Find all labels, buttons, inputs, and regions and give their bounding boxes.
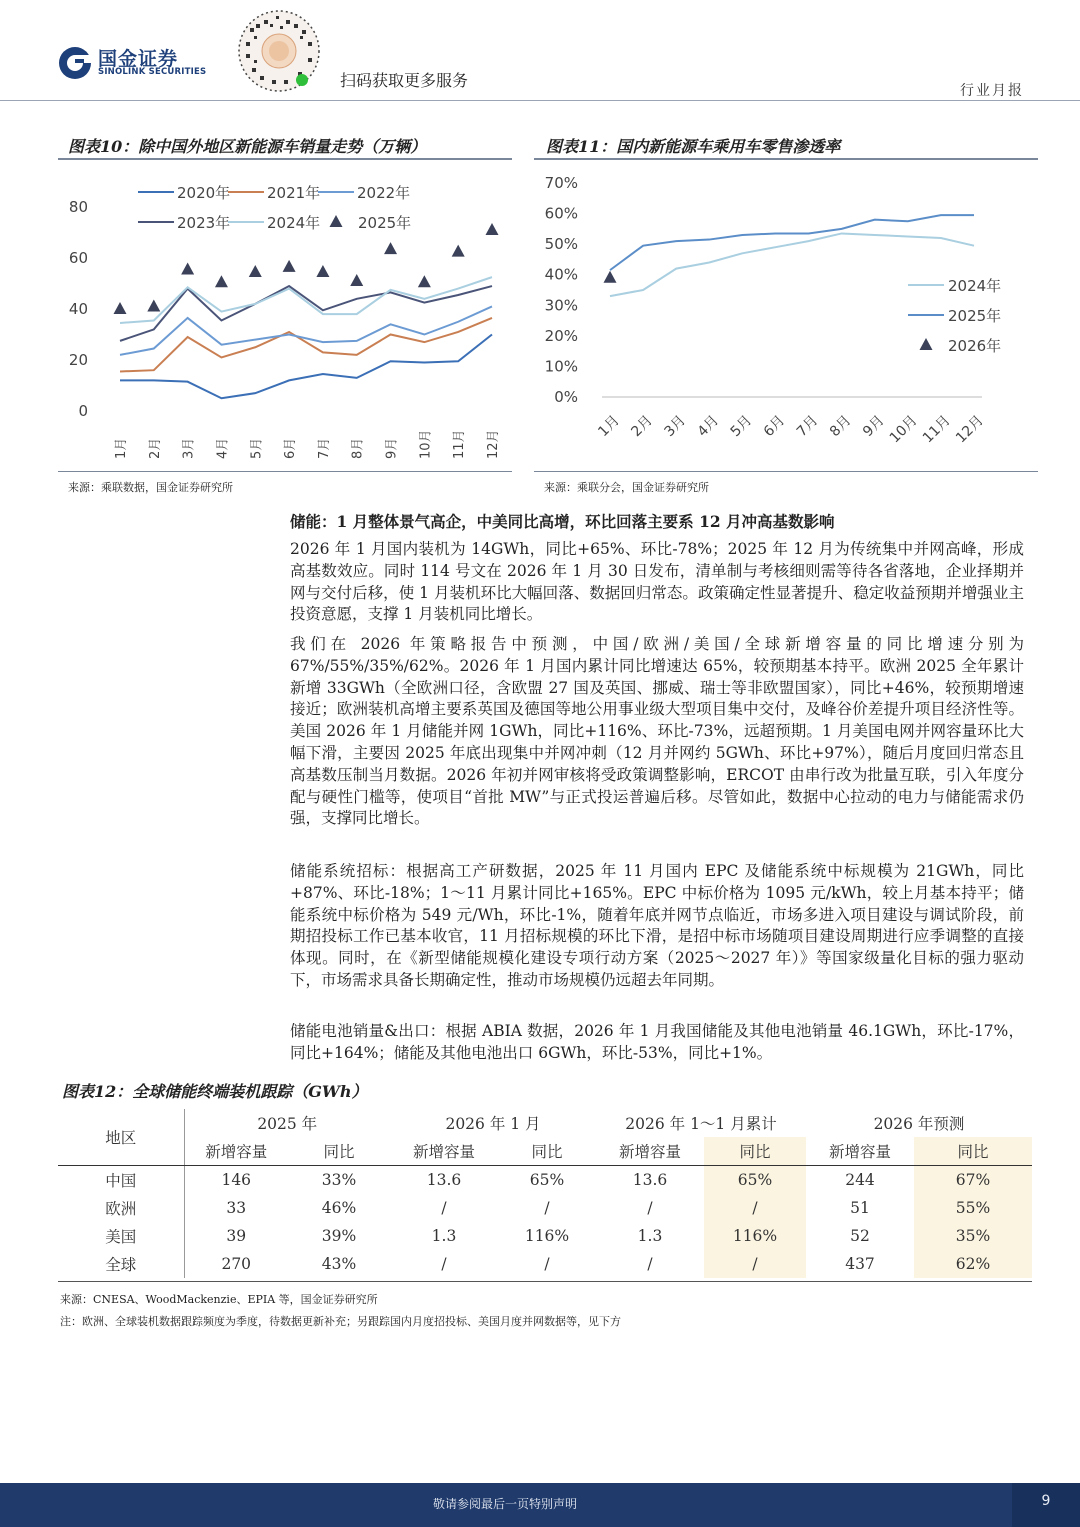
data-point-marker (384, 242, 397, 254)
x-tick-label: 7月 (316, 437, 332, 459)
legend-marker (920, 338, 933, 350)
table-row (58, 1250, 1032, 1278)
brand-name-en: SINOLINK SECURITIES (98, 67, 207, 77)
x-tick-label: 5月 (249, 437, 265, 459)
paragraph-3: 储能系统招标：根据高工产研数据，2025 年 11 月国内 EPC 及储能系统中标规模为 21GWh，同比+87%、环比-18%；1～11 月累计同比+165%。EPC 中标价格为 1095 元/kWh，较上月基本持平；储能系统中标价格为 549 元/Wh，环比-1%，随着年底并网节点临近，市场多进入项目建设与调试阶段，前期招投标工作已基本收官，11 月招标规模的环比下滑，是招中标市场随项目建设周期进行应季调整的直接体现。同时，在《新型储能规模化建设专项行动方案（2025～2027 年）》等国家级量化目标的强力驱动下，市场需求具备长期确定性，推动市场规模仍远超去年同期。 (290, 862, 1024, 989)
table12-title: 图表12：全球储能终端装机跟踪（GWh） (62, 1082, 368, 1101)
fig10-chart (58, 164, 512, 464)
table12-subheader: 新增容量 (184, 1137, 288, 1166)
legend-label: 2020年 (177, 184, 231, 202)
table12-cell: 146 (221, 1171, 252, 1189)
footer-disclaimer[interactable]: 敬请参阅最后一页特别声明 (432, 1497, 577, 1511)
table12-cell: 39 (226, 1227, 247, 1245)
paragraph-1: 2026 年 1 月国内装机为 14GWh，同比+65%、环比-78%；2025 年 12 月为传统集中并网高峰，形成高基数效应。同时 114 号文在 2026 年 1 月 30 日发布，清单制与考核细则需等待各省落地，企业择期并网与交付后移，使 1 月装机环比大幅回落、数据回归常态。政策确定性显著提升、稳定收益预期并增强业主投资意愿，支撑 1 月装机同比增长。 (290, 540, 1024, 624)
table12-subheader: 新增容量 (596, 1137, 704, 1166)
y-tick-label: 50% (544, 235, 578, 254)
table12-cell: 13.6 (632, 1171, 668, 1189)
table12-cell: / (704, 1194, 806, 1222)
table12-cell: / (441, 1255, 447, 1273)
fig10-source-rule (58, 471, 512, 472)
y-tick-label: 0% (554, 388, 578, 406)
x-tick-label: 4月 (215, 437, 231, 459)
table12-cell: 51 (850, 1199, 870, 1217)
page-number: 9 (1041, 1493, 1051, 1509)
table12-cell: 52 (850, 1227, 870, 1245)
table12-cell: 1.3 (431, 1227, 457, 1245)
table12-subheader: 新增容量 (806, 1137, 914, 1166)
data-point-marker (249, 265, 262, 277)
series-line (120, 318, 492, 372)
data-point-marker (147, 299, 160, 311)
table12-cell: 67% (914, 1166, 1032, 1195)
x-tick-label: 3月 (661, 412, 690, 441)
fig11-title: 图表11：国内新能源车乘用车零售渗透率 (546, 137, 841, 156)
legend-label: 2025年 (358, 214, 412, 232)
table12 (58, 1109, 1032, 1278)
y-tick-label: 40% (544, 265, 578, 284)
report-type: 行业月报 (960, 83, 1024, 99)
table12-region: 欧洲 (58, 1194, 184, 1222)
data-point-marker (316, 265, 329, 277)
data-point-marker (114, 302, 127, 314)
fig10-title: 图表10：除中国外地区新能源车销量走势（万辆） (68, 137, 427, 156)
x-tick-label: 5月 (727, 412, 756, 441)
fig11-source: 来源：乘联分会，国金证券研究所 (544, 481, 709, 494)
fig11-chart (534, 164, 1038, 464)
table12-cell: 1.3 (637, 1227, 663, 1245)
x-tick-label: 2月 (628, 412, 656, 441)
sinolink-logo-icon (58, 46, 92, 80)
y-tick-label: 60% (544, 204, 578, 223)
x-tick-label: 6月 (760, 412, 789, 441)
data-point-marker (181, 262, 194, 274)
table12-note: 注：欧洲、全球装机数据跟踪频度为季度，待数据更新补充；另跟踪国内月度招投标、美国月度并网数据等，见下方 (60, 1315, 621, 1328)
qr-code-icon[interactable] (236, 8, 322, 94)
table12-group-2026-forecast: 2026 年预测 (873, 1115, 965, 1133)
section-heading: 储能：1 月整体景气高企，中美同比高增，环比回落主要系 12 月冲高基数影响 (290, 512, 835, 531)
table12-cell: 33% (321, 1171, 357, 1189)
data-point-marker (215, 275, 228, 287)
table-row (58, 1166, 1032, 1195)
table12-cell: / (441, 1199, 447, 1217)
y-tick-label: 40 (68, 300, 88, 318)
table12-source: 来源：CNESA、WoodMackenzie、EPIA 等，国金证券研究所 (60, 1293, 378, 1306)
table12-cell: / (704, 1250, 806, 1278)
table12-cell: 116% (524, 1227, 570, 1245)
fig11-title-rule (534, 158, 1038, 160)
table12-cell: 55% (914, 1194, 1032, 1222)
table12-region: 美国 (58, 1222, 184, 1250)
series-line (120, 335, 492, 399)
table12-cell: 244 (845, 1171, 875, 1189)
x-tick-label: 10月 (418, 429, 434, 459)
legend-label: 2023年 (177, 214, 231, 232)
series-line (610, 215, 974, 270)
paragraph-2: 我们在 2026 年策略报告中预测，中国/欧洲/美国/全球新增容量的同比增速分别为 67%/55%/35%/62%。2026 年 1 月国内累计同比增速达 65%，较预期基本持平。欧洲 2025 全年累计新增 33GWh（全欧洲口径，含欧盟 27 国及英国、挪威、瑞士等非欧盟国家），同比+46%，较预期增速接近；欧洲装机高增主要系英国及德国等地公用事业级大型项目集中交付，及峰谷价差提升项目经济性等。美国 2026 年 1 月储能并网 1GWh，同比+116%、环比-73%，远超预期。1 月美国电网并网容量环比大幅下滑，主要因 2025 年底出现集中并网冲刺（12 月并网约 5GWh、环比+97%），随后月度回归常态且高基数压制当月数据。2026 年初并网审核将受政策调整影响，ERCOT 由串行改为批量互联，引入年度分配与硬性门槛等，使项目“首批 MW”与正式投运普遍后移。尽管如此，数据中心拉动的电力与储能需求仍强，支撑同比增长。 (290, 635, 1024, 828)
table12-cell: / (544, 1199, 550, 1217)
table12-cell: 270 (221, 1255, 252, 1273)
legend-label: 2024年 (948, 277, 1002, 295)
x-tick-label: 4月 (694, 412, 723, 441)
x-tick-label: 9月 (384, 437, 400, 459)
y-tick-label: 70% (544, 174, 578, 192)
y-tick-label: 20% (544, 326, 578, 345)
table12-cell: 437 (845, 1255, 875, 1273)
x-tick-label: 11月 (919, 412, 954, 447)
table12-subheader: 同比 (498, 1137, 596, 1166)
x-tick-label: 1月 (114, 437, 129, 459)
x-tick-label: 7月 (793, 412, 822, 441)
table12-region: 中国 (58, 1166, 184, 1195)
table12-cell: 65% (529, 1171, 565, 1189)
y-tick-label: 20 (68, 351, 88, 369)
x-tick-label: 6月 (283, 437, 299, 459)
table12-cell: 43% (321, 1255, 357, 1273)
data-point-marker (486, 223, 499, 235)
table12-group-2026-cum: 2026 年 1～1 月累计 (625, 1115, 777, 1133)
table12-cell: 46% (321, 1199, 357, 1217)
scan-hint: 扫码获取更多服务 (340, 71, 469, 90)
table12-cell: 35% (914, 1222, 1032, 1250)
x-tick-label: 8月 (350, 437, 366, 459)
fig10-source: 来源：乘联数据，国金证券研究所 (68, 481, 233, 494)
x-tick-label: 11月 (452, 429, 468, 459)
table12-subheader: 同比 (288, 1137, 390, 1166)
table12-region: 全球 (58, 1250, 184, 1278)
header-divider (0, 100, 1080, 101)
table12-cell: 62% (914, 1250, 1032, 1278)
x-tick-label: 10月 (886, 412, 921, 447)
x-tick-label: 2月 (147, 437, 163, 459)
table12-cell: 65% (704, 1166, 806, 1195)
data-point-marker (604, 271, 617, 283)
legend-label: 2021年 (267, 184, 321, 202)
table12-cell: 39% (321, 1227, 357, 1245)
paragraph-4: 储能电池销量&出口：根据 ABIA 数据，2026 年 1 月我国储能及其他电池销量 46.1GWh，环比-17%，同比+164%；储能及其他电池出口 6GWh，环比-53%，同比+1%。 (290, 1022, 1024, 1062)
table12-subheader: 同比 (914, 1137, 1032, 1166)
y-tick-label: 10% (544, 357, 578, 376)
table-row (58, 1222, 1032, 1250)
table12-cell: 116% (704, 1222, 806, 1250)
table12-cell: / (647, 1199, 653, 1217)
x-tick-label: 12月 (486, 429, 501, 459)
table12-bottom-rule (58, 1281, 1032, 1282)
legend-label: 2025年 (948, 307, 1002, 325)
legend-label: 2024年 (267, 214, 321, 232)
fig10-title-rule (58, 158, 512, 160)
y-tick-label: 30% (544, 296, 578, 315)
table12-region-header: 地区 (58, 1109, 184, 1166)
data-point-marker (418, 275, 431, 287)
table12-subheader: 同比 (704, 1137, 806, 1166)
legend-label: 2026年 (948, 337, 1002, 355)
table12-cell: 33 (226, 1199, 247, 1217)
y-tick-label: 60 (68, 249, 88, 267)
legend-marker (330, 215, 343, 227)
brand-name-cn: 国金证券 (98, 48, 179, 70)
data-point-marker (283, 260, 296, 272)
x-tick-label: 12月 (953, 412, 987, 447)
data-point-marker (350, 274, 363, 286)
y-tick-label: 0 (78, 402, 88, 420)
table12-cell: / (544, 1255, 550, 1273)
table-row (58, 1194, 1032, 1222)
fig11-source-rule (534, 471, 1038, 472)
x-tick-label: 8月 (826, 412, 855, 441)
legend-label: 2022年 (357, 184, 411, 202)
table12-cell: 13.6 (426, 1171, 462, 1189)
x-tick-label: 1月 (595, 412, 623, 441)
table12-subheader: 新增容量 (390, 1137, 498, 1166)
x-tick-label: 9月 (860, 412, 888, 441)
table12-cell: / (647, 1255, 653, 1273)
x-tick-label: 3月 (181, 437, 197, 459)
table12-group-2026-jan: 2026 年 1 月 (445, 1115, 541, 1133)
table12-group-2025: 2025 年 (257, 1115, 318, 1133)
data-point-marker (452, 245, 465, 257)
y-tick-label: 80 (68, 198, 88, 216)
